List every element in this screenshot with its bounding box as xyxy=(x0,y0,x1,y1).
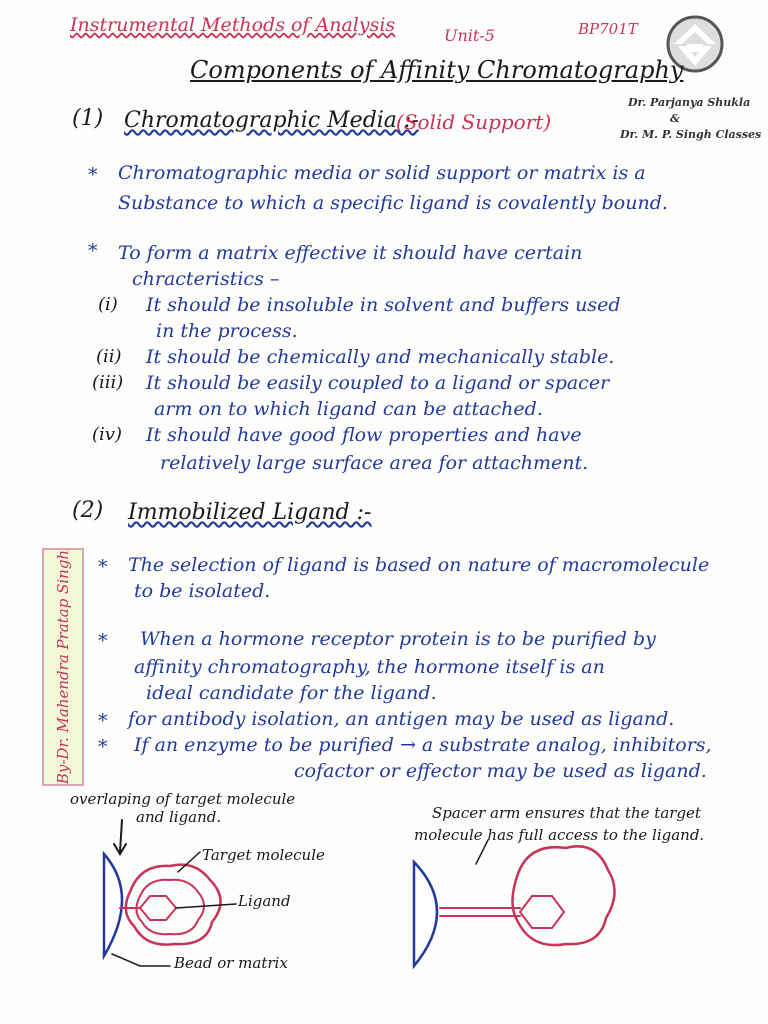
s2-bullet1-line2: to be isolated. xyxy=(134,580,271,602)
bullet-star: * xyxy=(98,736,108,758)
item-line: relatively large surface area for attachment. xyxy=(160,452,589,474)
item-line: It should be insoluble in solvent and buffers used xyxy=(146,294,621,316)
bullet-star: * xyxy=(98,556,108,578)
bullet-star: * xyxy=(88,240,98,262)
course-title: Instrumental Methods of Analysis xyxy=(70,14,396,36)
side-credit-text: By-Dr. Mahendra Pratap Singh xyxy=(54,549,72,785)
target-molecule-label: Target molecule xyxy=(202,846,325,864)
unit-label: Unit-5 xyxy=(444,26,495,45)
s2-bullet3-line1: for antibody isolation, an antigen may be used as ligand. xyxy=(128,708,675,730)
section-1-number: (1) xyxy=(72,106,104,131)
section-1-subheading: (Solid Support) xyxy=(396,110,552,134)
course-code: BP701T xyxy=(578,20,638,38)
right-bead xyxy=(414,862,437,966)
left-bead xyxy=(104,854,122,956)
section-2-heading-text: Immobilized Ligand :- xyxy=(128,500,372,525)
ligand-label: Ligand xyxy=(238,892,291,910)
s1-point2-line2: chracteristics – xyxy=(132,268,280,290)
affinity-diagrams xyxy=(0,780,768,1024)
s1-point2-line1: To form a matrix effective it should have certain xyxy=(118,242,583,264)
bead-pointer xyxy=(112,954,170,966)
ligand-pointer xyxy=(176,904,236,908)
item-line: It should have good flow properties and have xyxy=(146,424,582,446)
s2-bullet2-line1: When a hormone receptor protein is to be purified by xyxy=(140,628,656,650)
right-diagram-caption-1: Spacer arm ensures that the target xyxy=(432,804,701,822)
item-number: (iii) xyxy=(92,372,124,393)
bullet-star: * xyxy=(98,710,108,732)
item-number: (i) xyxy=(98,294,118,315)
item-line: arm on to which ligand can be attached. xyxy=(154,398,543,420)
right-diagram xyxy=(414,840,615,966)
right-target-molecule xyxy=(512,846,614,945)
s1-point1-line2: Substance to which a specific ligand is covalently bound. xyxy=(118,192,668,214)
left-ligand-hex xyxy=(140,896,176,920)
bullet-star: * xyxy=(88,164,98,186)
bullet-star: * xyxy=(98,630,108,652)
side-credit-box xyxy=(42,548,84,786)
s2-bullet1-line1: The selection of ligand is based on nature of macromolecule xyxy=(128,554,710,576)
item-line: in the process. xyxy=(156,320,298,342)
item-line: It should be easily coupled to a ligand or spacer xyxy=(146,372,610,394)
section-2-heading xyxy=(128,500,371,525)
item-number: (ii) xyxy=(96,346,122,367)
right-ligand-hex xyxy=(520,896,564,928)
s2-bullet4-line2: cofactor or effector may be used as ligand. xyxy=(294,760,707,782)
left-diagram xyxy=(104,820,236,966)
right-caption-pointer xyxy=(476,840,488,864)
s2-bullet4-line1: If an enzyme to be purified → a substrate analog, inhibitors, xyxy=(134,734,712,756)
section-1-heading-text: Chromatographic Media :- xyxy=(124,108,419,133)
bead-label: Bead or matrix xyxy=(174,954,288,972)
credit-line-1: Dr. Parjanya Shukla xyxy=(628,96,751,109)
credit-line-2: Dr. M. P. Singh Classes xyxy=(620,128,762,141)
s1-point1-line1: Chromatographic media or solid support or matrix is a xyxy=(118,162,646,184)
item-line: It should be chemically and mechanically stable. xyxy=(146,346,615,368)
item-number: (iv) xyxy=(92,424,122,445)
s2-bullet2-line2: affinity chromatography, the hormone itself is an xyxy=(134,656,605,678)
left-arrow xyxy=(114,820,126,854)
s2-bullet2-line3: ideal candidate for the ligand. xyxy=(146,682,437,704)
left-diagram-caption-2: and ligand. xyxy=(136,808,222,826)
section-1-heading xyxy=(124,108,419,133)
left-diagram-caption-1: overlaping of target molecule xyxy=(70,790,296,808)
page-title: Components of Affinity Chromatography xyxy=(190,56,684,84)
section-2-number: (2) xyxy=(72,498,104,523)
credit-amp: & xyxy=(670,112,680,125)
right-diagram-caption-2: molecule has full access to the ligand. xyxy=(414,826,705,844)
